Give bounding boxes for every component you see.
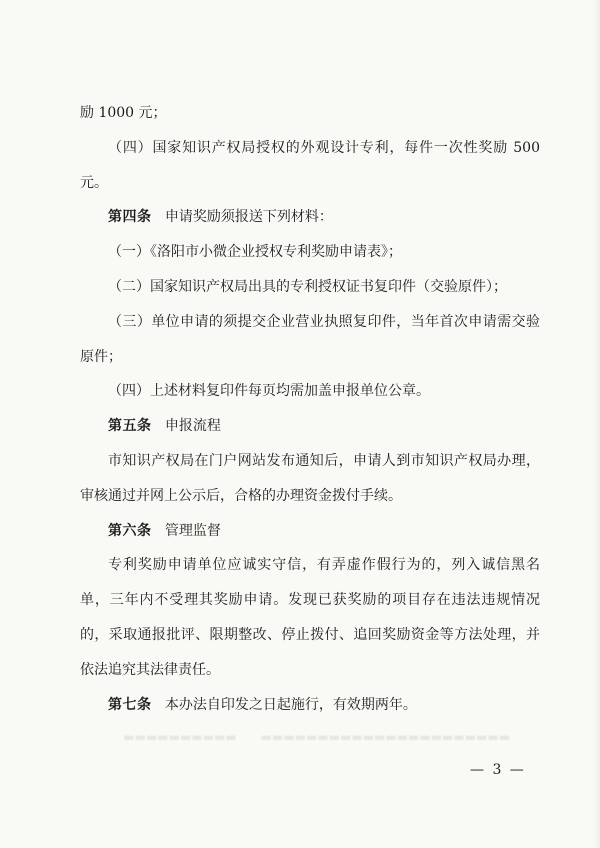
paragraph-p6 [80,305,540,375]
paragraph-p5 [80,270,540,305]
paragraph-p2 [80,131,540,201]
paragraph-text: （四）上述材料复印件每页均需加盖申报单位公章。 [108,383,430,400]
article-label: 第四条 [108,209,152,226]
page-edge-shadow [594,0,600,848]
paragraph-p1 [80,96,540,131]
paragraph-p7 [80,374,540,409]
article-label: 第七条 [108,696,152,713]
paragraph-text: 专利奖励申请单位应诚实守信，有弄虚作假行为的，列入诚信黑名单，三年内不受理其奖励申请。发现已获奖励的项目存在违法违规情况的，采取通报批评、限期整改、停止拨付、追回奖励资金等方法处理，并依法追究其法律责任。 [80,557,540,678]
page-number: — 3 — [470,762,526,778]
show-through-text: ▬▬▬▬▬▬▬▬▬▬▬▬▬▬▬▬▬▬▬▬▬▬ ▬▬▬▬▬▬▬▬▬▬ [123,730,510,744]
article-4-heading [80,200,540,235]
paragraph-text: 励 1000 元； [80,105,167,121]
article-5-heading [80,409,540,444]
article-6-heading [80,514,540,549]
article-label: 第五条 [108,418,152,435]
paragraph-p4 [80,235,540,270]
article-title: 本办法自印发之日起施行，有效期两年。 [164,696,417,713]
article-label: 第六条 [108,522,152,539]
article-title: 管理监督 [164,522,221,539]
paragraph-p11 [80,548,540,687]
paragraph-p9 [80,444,540,514]
document-body [80,96,540,722]
paragraph-text: 市知识产权局在门户网站发布通知后，申请人到市知识产权局办理，审核通过并网上公示后，合格的办理资金拨付手续。 [80,452,540,504]
paragraph-text: （一）《洛阳市小微企业授权专利奖励申请表》； [108,244,402,261]
paragraph-text: （三）单位申请的须提交企业营业执照复印件，当年首次申请需交验原件； [80,313,540,365]
paragraph-text: （四）国家知识产权局授权的外观设计专利，每件一次性奖励 500 元。 [80,139,540,191]
article-title: 申请奖励须报送下列材料： [164,209,333,226]
article-title: 申报流程 [164,418,221,435]
paragraph-text: （二）国家知识产权局出具的专利授权证书复印件（交验原件）； [108,278,507,295]
article-7-heading [80,688,540,723]
